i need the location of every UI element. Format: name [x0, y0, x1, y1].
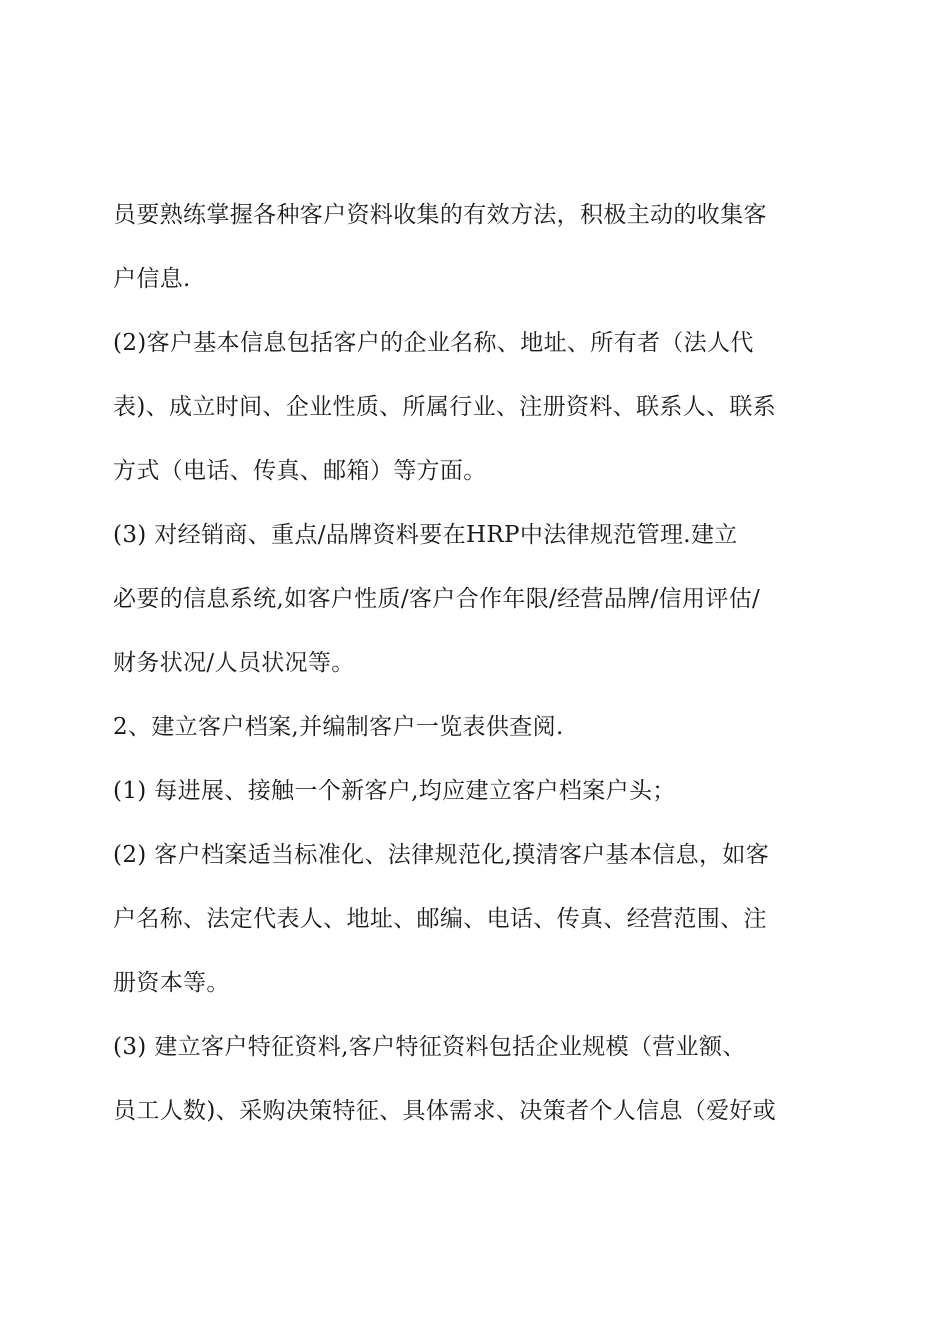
- paragraph-line-4: 表)、成立时间、企业性质、所属行业、注册资料、联系人、联系: [113, 394, 777, 420]
- paragraph-line-7: 必要的信息系统,如客户性质/客户合作年限/经营品牌/信用评估/: [113, 586, 761, 612]
- paragraph-line-10: (1) 每进展、接触一个新客户,均应建立客户档案户头；: [113, 778, 676, 804]
- paragraph-line-11: (2) 客户档案适当标准化、法律规范化,摸清客户基本信息，如客: [113, 842, 770, 868]
- paragraph-line-2: 户信息.: [113, 266, 191, 292]
- section-heading-line: 2、建立客户档案,并编制客户一览表供查阅.: [113, 714, 564, 740]
- paragraph-line-12: 户名称、法定代表人、地址、邮编、电话、传真、经营范围、注: [113, 906, 767, 932]
- paragraph-line-14: (3) 建立客户特征资料,客户特征资料包括企业规模（营业额、: [113, 1034, 746, 1060]
- paragraph-line-8: 财务状况/人员状况等。: [113, 650, 355, 676]
- paragraph-line-5: 方式（电话、传真、邮箱）等方面。: [113, 458, 487, 484]
- paragraph-line-3: (2)客户基本信息包括客户的企业名称、地址、所有者（法人代: [113, 330, 754, 356]
- paragraph-line-6: (3) 对经销商、重点/品牌资料要在HRP中法律规范管理.建立: [113, 522, 738, 548]
- paragraph-line-1: 员要熟练掌握各种客户资料收集的有效方法，积极主动的收集客: [113, 202, 767, 228]
- paragraph-line-13: 册资本等。: [113, 970, 230, 996]
- paragraph-line-15: 员工人数)、采购决策特征、具体需求、决策者个人信息（爱好或: [113, 1098, 777, 1124]
